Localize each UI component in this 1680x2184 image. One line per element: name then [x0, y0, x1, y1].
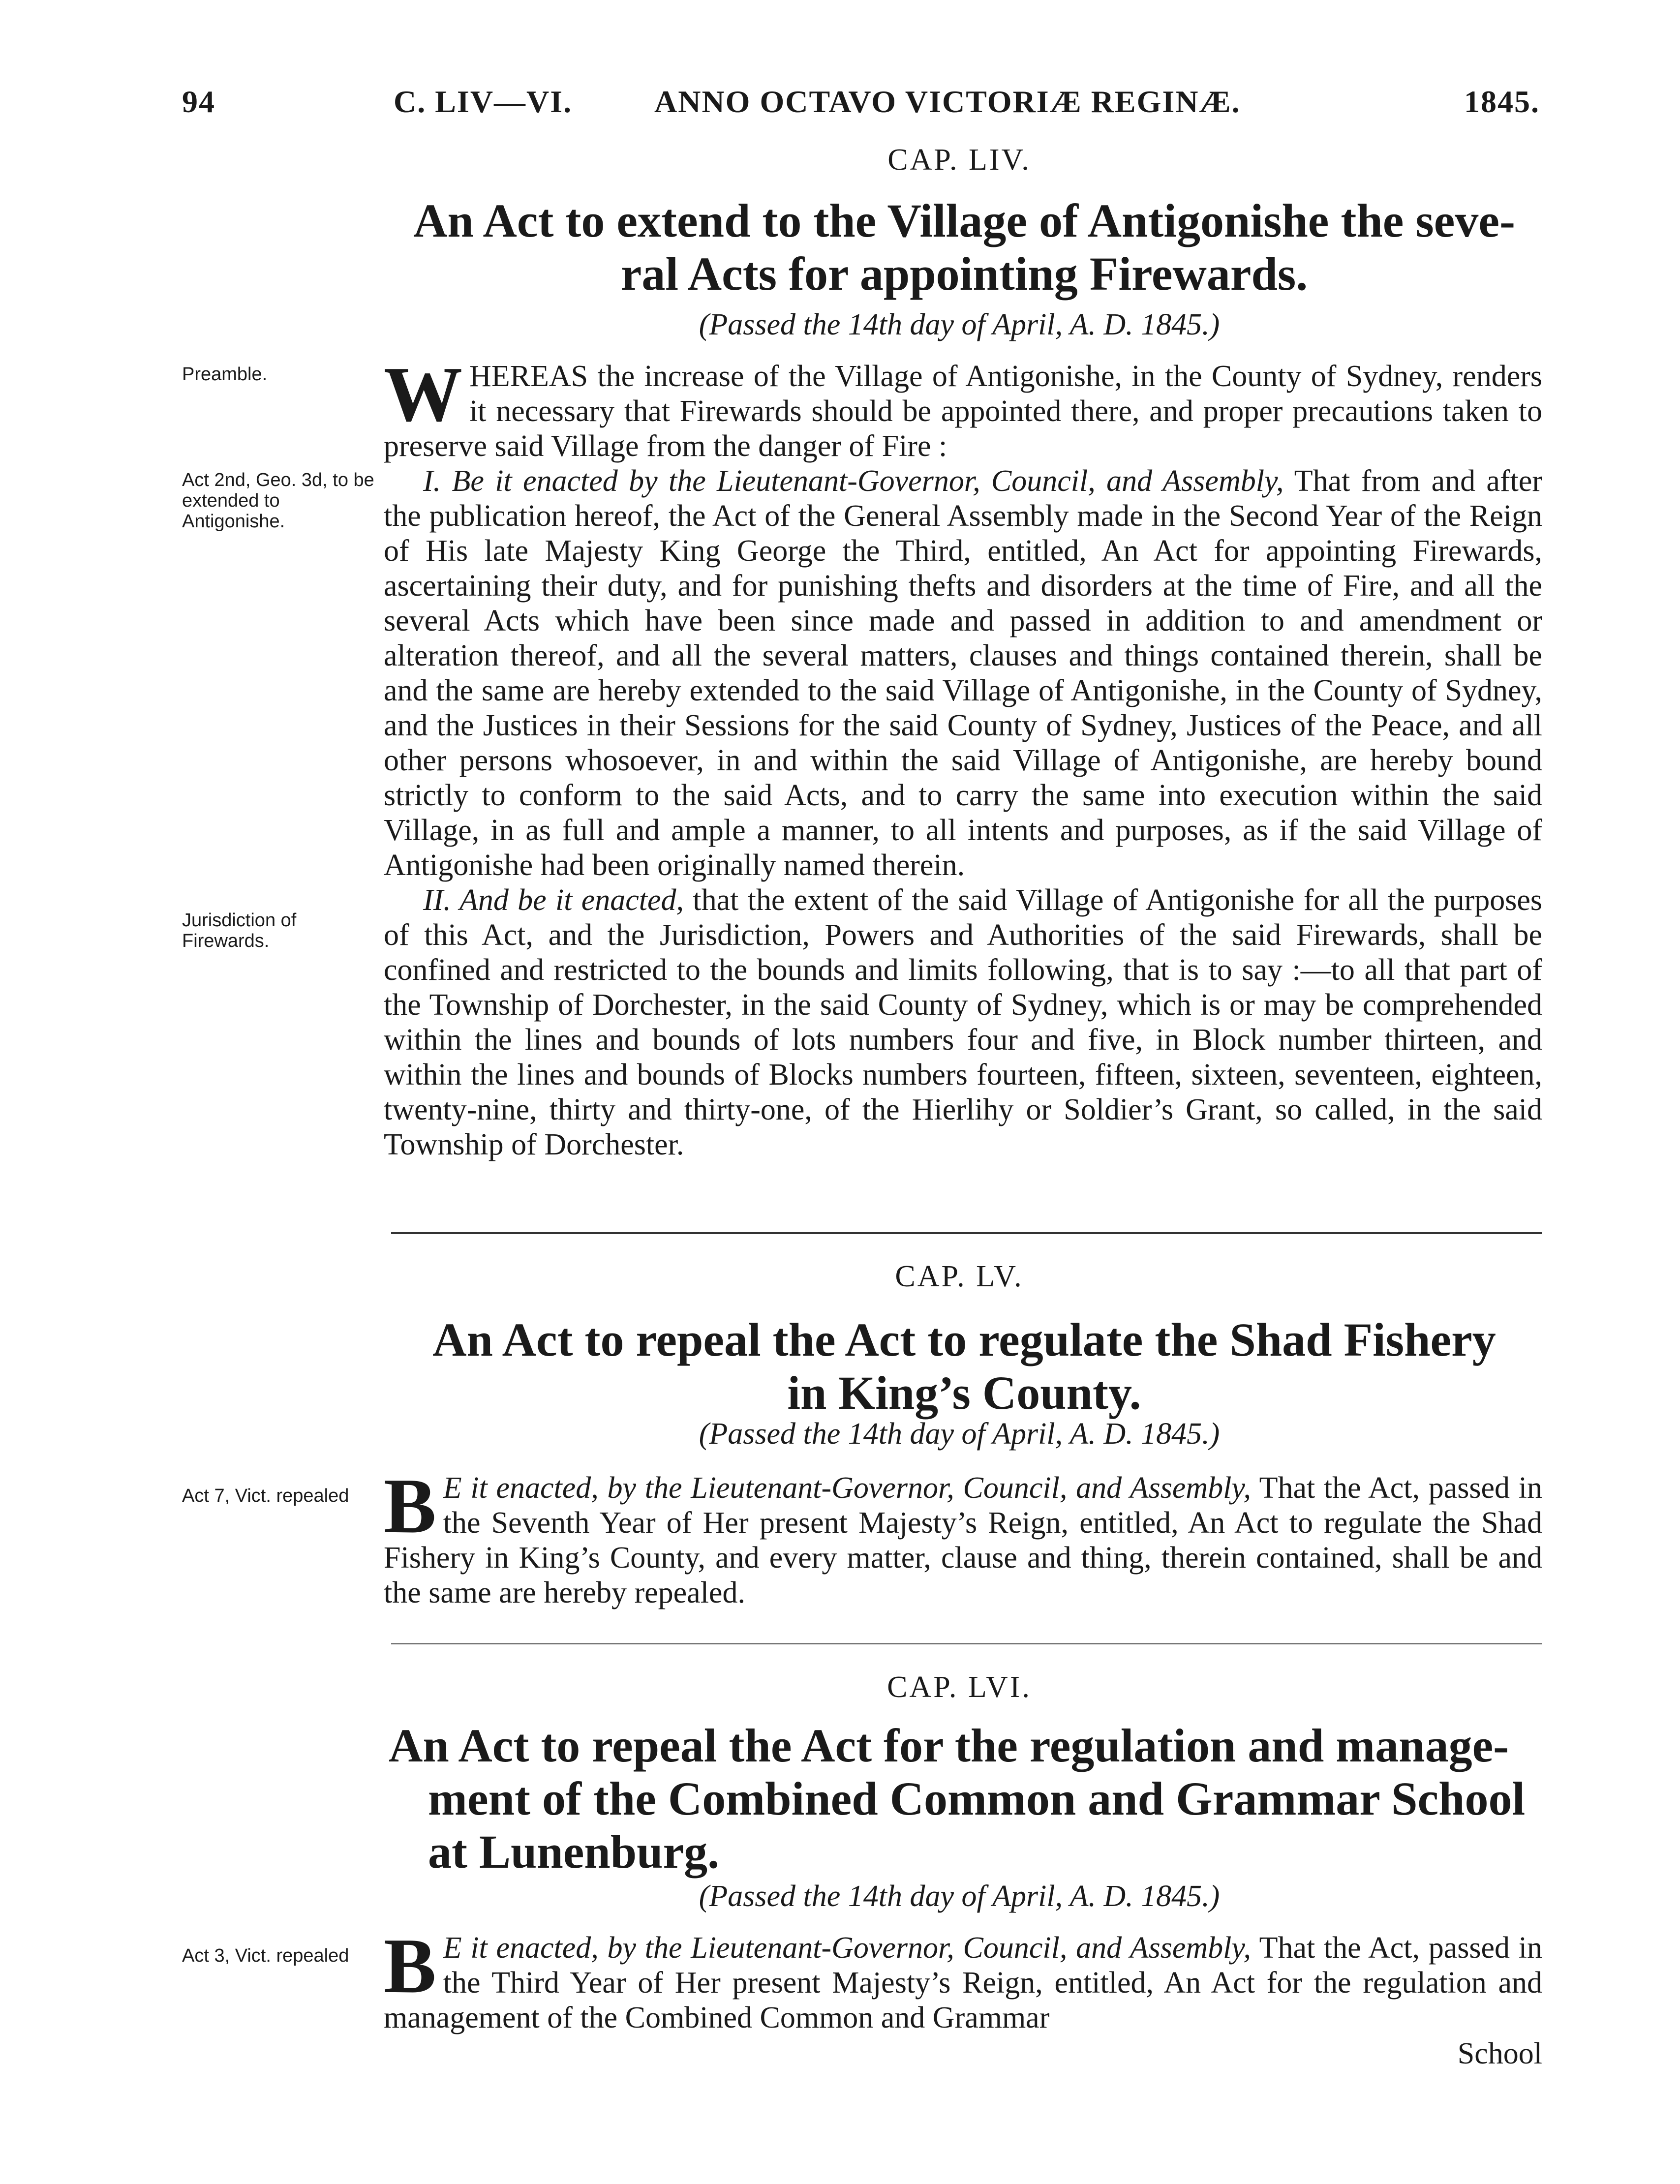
section-divider — [391, 1643, 1542, 1644]
paragraph-text: That the Act, passed in the Seventh Year of Her present Majesty’s Reign, entitled, An Act to regulate the Shad Fishery in King’s County, and every matter, clause and thing, therein contained, shall be and the same are hereby repealed. — [384, 1471, 1543, 1609]
act-body — [384, 350, 1542, 1162]
margin-note: Preamble. — [182, 364, 268, 385]
drop-cap: B — [384, 1462, 436, 1549]
page-number: 94 — [182, 84, 215, 119]
paragraph-text: That the Act, passed in the Third Year of Her present Majesty’s Reign, entitled, An Act for the regulation and management of the Combined Common and Grammar — [384, 1931, 1543, 2034]
catchword: School — [1457, 2037, 1542, 2070]
act-title-line: An Act to repeal the Act for the regulation and manage- — [389, 1719, 1509, 1772]
section-paragraph — [384, 883, 1542, 1162]
running-title: ANNO OCTAVO VICTORIÆ REGINÆ. — [654, 84, 1241, 119]
running-head — [182, 84, 1540, 123]
section-paragraph — [384, 1462, 1543, 1610]
paragraph-text: HEREAS the increase of the Village of Antigonishe, in the County of Sydney, renders it necessary that Firewards should be appointed there, and proper precautions taken to preserve said Village from the danger of Fire : — [384, 360, 1542, 463]
section-divider — [391, 1232, 1542, 1234]
act-title-line: at Lunenburg. — [428, 1825, 720, 1878]
act-title — [389, 1313, 1540, 1420]
margin-note: Act 3, Vict. repealed — [182, 1945, 349, 1966]
enacting-clause: I. Be it enacted by the Lieutenant-Governor, Council, and Assembly, — [423, 464, 1284, 498]
margin-note: Jurisdiction of Firewards. — [182, 910, 297, 951]
section-paragraph — [384, 1922, 1543, 2035]
passed-date: (Passed the 14th day of April, A. D. 1845.) — [699, 1880, 1220, 1913]
running-year: 1845. — [1464, 84, 1540, 119]
paragraph-text: that the extent of the said Village of Antigonishe for all the purposes of this Act, and the Jurisdiction, Powers and Authorities of the said Firewards, shall be confined and restricted to the bounds and limits following, that is to say :—to all that part of the Township of Dorchester, in the said County of Sydney, which is or may be comprehended within the lines and bounds of lots numbers four and five, in Block number thirteen, and within the lines and bounds of Blocks numbers fourteen, fifteen, sixteen, seventeen, eighteen, twenty-nine, thirty and thirty-one, of the Hierlihy or Soldier’s Grant, so called, in the said Township of Dorchester. — [384, 883, 1542, 1161]
passed-date: (Passed the 14th day of April, A. D. 1845.) — [699, 1417, 1220, 1451]
act-title-line: ment of the Combined Common and Grammar School — [428, 1772, 1526, 1825]
chapter-range: C. LIV—VI. — [394, 84, 573, 119]
cap-number: CAP. LV. — [895, 1260, 1024, 1293]
enacting-clause: II. And be it enacted, — [423, 883, 684, 917]
act-title-line: ral Acts for appointing Firewards. — [620, 247, 1308, 300]
paragraph-text: That from and after the publication hereof, the Act of the General Assembly made in the Second Year of the Reign of His late Majesty King George the Third, entitled, An Act for appointing Firewards, ascertaining their duty, and for punishing thefts and disorders at the time of Fire, and all the several Acts which have been since made and passed in addition to and amendment or alteration thereof, and all the several matters, clauses and things contained therein, shall be and the same are hereby extended to the said Village of Antigonishe, in the County of Sydney, and the Justices in their Sessions for the said County of Sydney, Justices of the Peace, and all other persons whosoever, in and within the said Village of Antigonishe, are hereby bound strictly to conform to the said Acts, and to carry the same into execution within the said Village, in as full and ample a manner, to all intents and purposes, as if the said Village of Antigonishe had been originally named therein. — [384, 464, 1542, 882]
act-title-line: An Act to repeal the Act to regulate the Shad Fishery — [432, 1313, 1496, 1366]
drop-cap: B — [384, 1922, 436, 2009]
act-title — [389, 194, 1540, 301]
enacting-clause: E it enacted, by the Lieutenant-Governor, Council, and Assembly, — [443, 1931, 1251, 1965]
act-title-line: in King’s County. — [787, 1366, 1141, 1419]
drop-cap: W — [384, 350, 462, 438]
act-title — [389, 1719, 1540, 1879]
margin-note: Act 7, Vict. repealed — [182, 1486, 349, 1506]
passed-date: (Passed the 14th day of April, A. D. 1845.) — [699, 308, 1220, 341]
act-title-line: An Act to extend to the Village of Antigonishe the seve- — [413, 194, 1515, 247]
cap-number: CAP. LIV. — [887, 143, 1031, 177]
cap-number: CAP. LVI. — [887, 1670, 1032, 1704]
section-paragraph — [384, 464, 1542, 883]
margin-note: Act 2nd, Geo. 3d, to be extended to Antigonishe. — [182, 470, 374, 532]
act-body — [384, 1922, 1543, 2035]
act-body — [384, 1462, 1543, 1610]
preamble-paragraph — [384, 350, 1542, 464]
enacting-clause: E it enacted, by the Lieutenant-Governor, Council, and Assembly, — [443, 1471, 1251, 1505]
